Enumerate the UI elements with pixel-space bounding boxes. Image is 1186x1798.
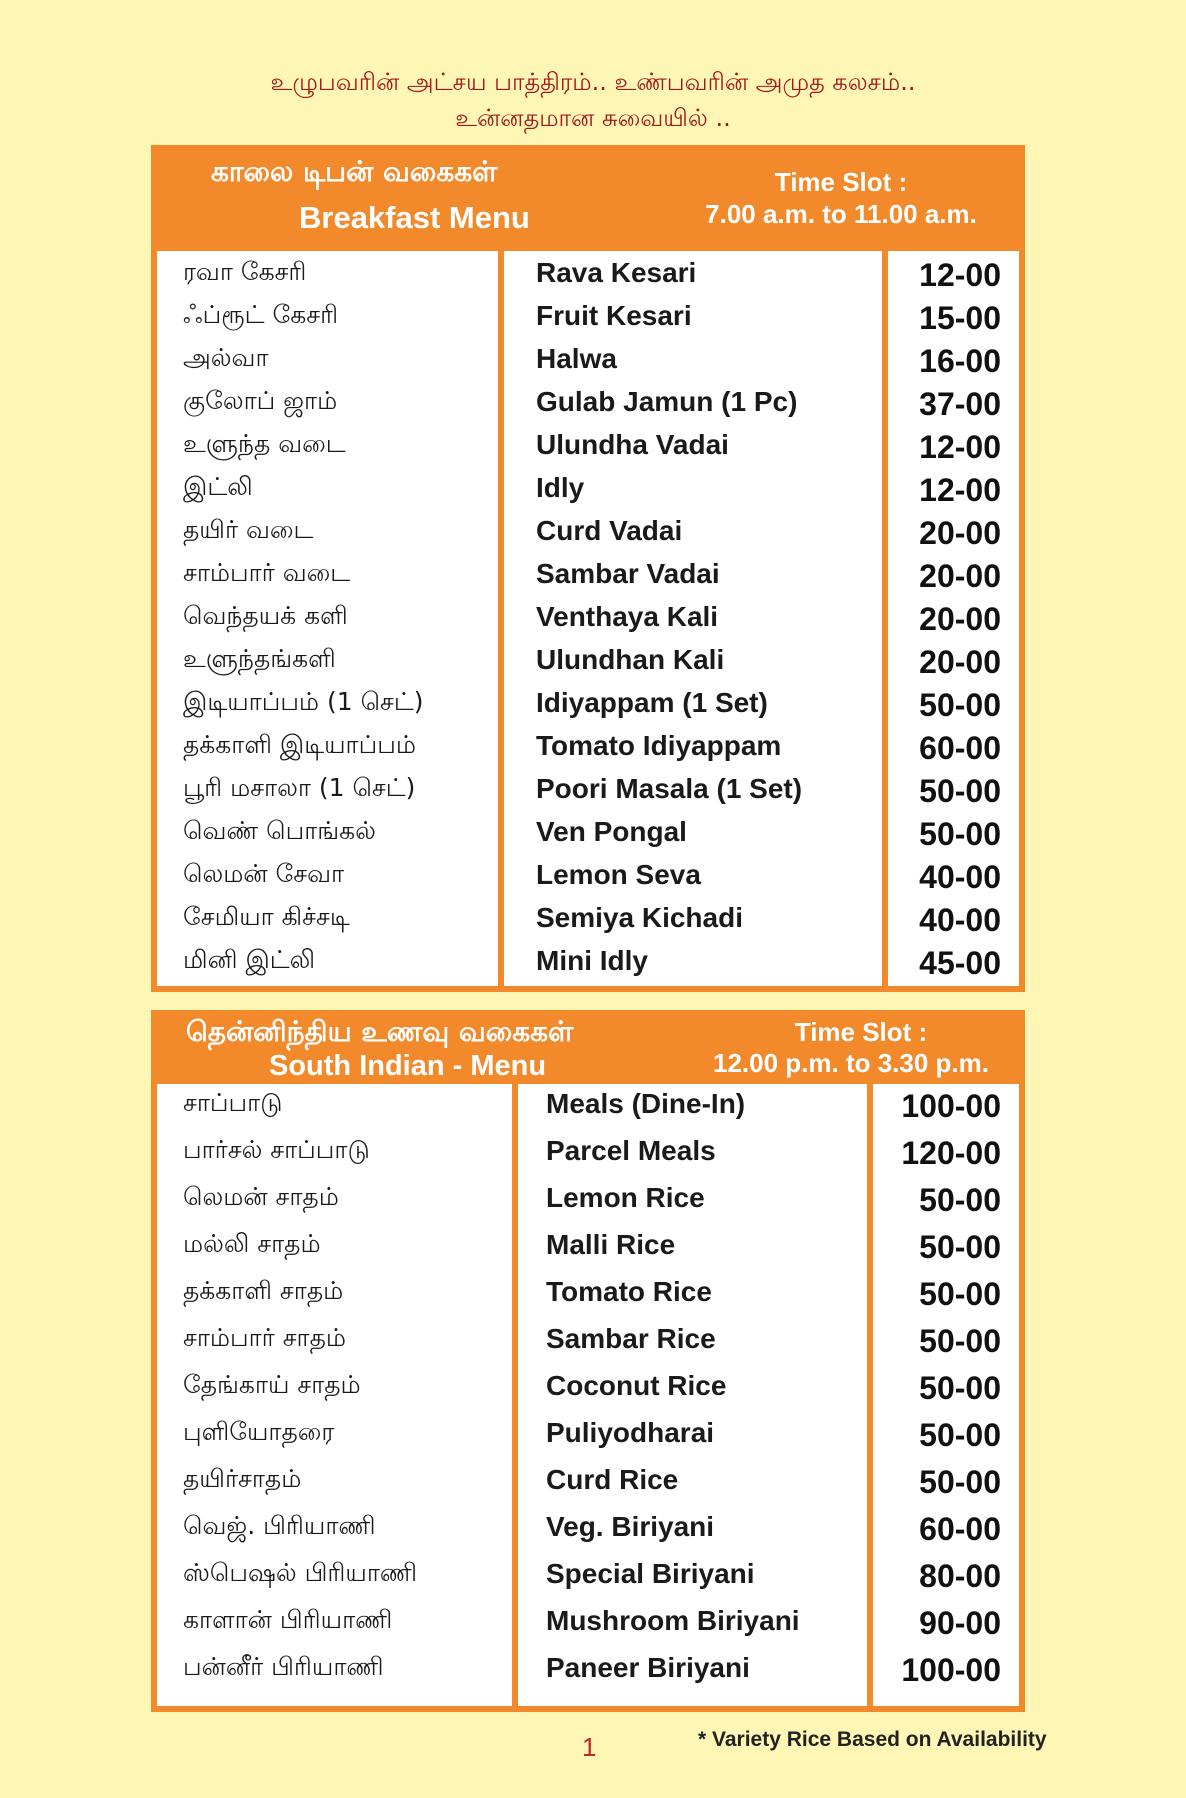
breakfast-item-name-tamil: ஃப்ரூட் கேசரி	[183, 300, 339, 329]
breakfast-item-price: 15-00	[919, 300, 1001, 336]
breakfast-item-price: 50-00	[919, 773, 1001, 809]
breakfast-item-name-english: Gulab Jamun (1 Pc)	[536, 386, 798, 417]
southindian-item-name-english: Meals (Dine-In)	[546, 1088, 746, 1119]
breakfast-item-name-tamil: ரவா கேசரி	[183, 257, 307, 286]
south-indian-price-column	[873, 1084, 1019, 1706]
south-indian-title-tamil: தென்னிந்திய உணவு வகைகள்	[186, 1015, 574, 1048]
breakfast-item-price: 40-00	[919, 902, 1001, 938]
breakfast-item-name-tamil: வெண் பொங்கல்	[183, 816, 376, 845]
breakfast-item-name-english: Ulundha Vadai	[536, 429, 729, 460]
breakfast-item-name-tamil: இடியாப்பம் (1 செட்)	[183, 687, 424, 716]
southindian-item-name-tamil: பார்சல் சாப்பாடு	[183, 1135, 370, 1164]
breakfast-item-name-english: Idly	[536, 472, 585, 503]
southindian-item-name-tamil: சாப்பாடு	[183, 1088, 283, 1117]
southindian-item-price: 80-00	[919, 1558, 1001, 1594]
southindian-item-name-tamil: புளியோதரை	[183, 1417, 335, 1446]
breakfast-item-name-tamil: சேமியா கிச்சடி	[183, 902, 350, 931]
breakfast-item-name-english: Tomato Idiyappam	[536, 730, 782, 761]
southindian-item-name-tamil: லெமன் சாதம்	[183, 1182, 339, 1211]
south-indian-tamil-column	[157, 1084, 512, 1706]
southindian-item-name-tamil: காளான் பிரியாணி	[183, 1605, 393, 1634]
southindian-item-name-tamil: ஸ்பெஷல் பிரியாணி	[183, 1558, 418, 1587]
southindian-item-name-tamil: தேங்காய் சாதம்	[183, 1370, 361, 1399]
southindian-item-name-tamil: வெஜ். பிரியாணி	[183, 1511, 376, 1540]
breakfast-item-name-tamil: வெந்தயக் களி	[183, 601, 348, 630]
southindian-item-name-english: Special Biriyani	[546, 1558, 755, 1589]
breakfast-item-name-english: Curd Vadai	[536, 515, 683, 546]
page-number: 1	[582, 1732, 597, 1762]
southindian-item-name-tamil: சாம்பார் சாதம்	[183, 1323, 347, 1352]
southindian-item-name-english: Veg. Biriyani	[546, 1511, 715, 1542]
breakfast-item-name-tamil: குலோப் ஜாம்	[183, 386, 338, 415]
southindian-item-name-english: Sambar Rice	[546, 1323, 716, 1354]
breakfast-item-name-english: Idiyappam (1 Set)	[536, 687, 768, 718]
breakfast-menu-panel	[151, 145, 1025, 992]
southindian-item-price: 50-00	[919, 1182, 1001, 1218]
availability-note: * Variety Rice Based on Availability	[698, 1728, 1047, 1751]
breakfast-item-price: 50-00	[919, 816, 1001, 852]
breakfast-english-column	[504, 251, 882, 986]
southindian-item-price: 50-00	[919, 1229, 1001, 1265]
southindian-item-price: 50-00	[919, 1464, 1001, 1500]
southindian-item-name-tamil: மல்லி சாதம்	[183, 1229, 321, 1258]
breakfast-item-name-tamil: உளுந்தங்களி	[183, 644, 336, 673]
breakfast-item-name-tamil: மினி இட்லி	[183, 945, 316, 974]
southindian-item-name-english: Curd Rice	[546, 1464, 679, 1495]
southindian-item-price: 50-00	[919, 1276, 1001, 1312]
breakfast-item-name-english: Fruit Kesari	[536, 300, 692, 331]
southindian-item-name-english: Puliyodharai	[546, 1417, 715, 1448]
south-indian-title-english: South Indian - Menu	[269, 1050, 547, 1082]
breakfast-tamil-column	[157, 251, 498, 986]
south-indian-time-slot-label: Time Slot :	[794, 1017, 928, 1047]
breakfast-item-name-english: Poori Masala (1 Set)	[536, 773, 803, 804]
breakfast-price-column	[888, 251, 1019, 986]
southindian-item-name-english: Malli Rice	[546, 1229, 676, 1260]
southindian-item-name-tamil: தக்காளி சாதம்	[183, 1276, 344, 1305]
breakfast-item-name-tamil: அல்வா	[183, 343, 269, 372]
breakfast-item-name-tamil: உளுந்த வடை	[183, 429, 346, 458]
south-indian-english-column	[518, 1084, 867, 1706]
southindian-item-price: 50-00	[919, 1323, 1001, 1359]
southindian-item-price: 120-00	[901, 1135, 1001, 1171]
breakfast-item-name-english: Ulundhan Kali	[536, 644, 725, 675]
breakfast-time-slot-label: Time Slot :	[774, 167, 908, 197]
south-indian-menu-panel	[151, 1010, 1025, 1712]
breakfast-item-name-english: Rava Kesari	[536, 257, 697, 288]
southindian-item-name-english: Mushroom Biriyani	[546, 1605, 800, 1636]
tagline-line-1: உழுபவரின் அட்சய பாத்திரம்.. உண்பவரின் அமுத கலசம்..	[270, 68, 916, 96]
breakfast-title-english: Breakfast Menu	[299, 200, 530, 235]
breakfast-item-price: 16-00	[919, 343, 1001, 379]
breakfast-item-name-english: Halwa	[536, 343, 617, 374]
southindian-item-name-english: Coconut Rice	[546, 1370, 727, 1401]
breakfast-item-price: 45-00	[919, 945, 1001, 981]
southindian-item-price: 50-00	[919, 1417, 1001, 1453]
breakfast-item-name-tamil: இட்லி	[183, 472, 253, 501]
southindian-item-price: 100-00	[901, 1088, 1001, 1124]
breakfast-item-price: 37-00	[919, 386, 1001, 422]
southindian-item-name-tamil: தயிர்சாதம்	[183, 1464, 302, 1493]
breakfast-item-price: 20-00	[919, 601, 1001, 637]
southindian-item-price: 50-00	[919, 1370, 1001, 1406]
breakfast-item-price: 20-00	[919, 515, 1001, 551]
breakfast-item-name-english: Sambar Vadai	[536, 558, 720, 589]
breakfast-time-slot-value: 7.00 a.m. to 11.00 a.m.	[705, 199, 977, 229]
southindian-item-name-english: Paneer Biriyani	[546, 1652, 750, 1683]
tagline-line-2: உன்னதமான சுவையில் ..	[455, 104, 731, 132]
breakfast-item-price: 20-00	[919, 558, 1001, 594]
breakfast-item-name-tamil: பூரி மசாலா (1 செட்)	[183, 773, 416, 802]
breakfast-item-name-english: Lemon Seva	[536, 859, 701, 890]
southindian-item-price: 60-00	[919, 1511, 1001, 1547]
breakfast-item-name-english: Semiya Kichadi	[536, 902, 743, 933]
breakfast-item-name-english: Ven Pongal	[536, 816, 687, 847]
south-indian-time-slot-value: 12.00 p.m. to 3.30 p.m.	[713, 1048, 989, 1078]
southindian-item-name-english: Lemon Rice	[546, 1182, 705, 1213]
southindian-item-price: 100-00	[901, 1652, 1001, 1688]
breakfast-item-name-tamil: லெமன் சேவா	[183, 859, 345, 888]
southindian-item-name-english: Tomato Rice	[546, 1276, 712, 1307]
breakfast-title-tamil: காலை டிபன் வகைகள்	[211, 155, 498, 188]
breakfast-item-price: 60-00	[919, 730, 1001, 766]
breakfast-item-name-tamil: தக்காளி இடியாப்பம்	[183, 730, 416, 759]
breakfast-item-price: 20-00	[919, 644, 1001, 680]
breakfast-item-name-tamil: சாம்பார் வடை	[183, 558, 351, 587]
southindian-item-name-english: Parcel Meals	[546, 1135, 716, 1166]
breakfast-item-price: 12-00	[919, 257, 1001, 293]
southindian-item-price: 90-00	[919, 1605, 1001, 1641]
breakfast-item-price: 50-00	[919, 687, 1001, 723]
breakfast-item-name-tamil: தயிர் வடை	[183, 515, 314, 544]
breakfast-item-name-english: Mini Idly	[536, 945, 648, 976]
breakfast-item-name-english: Venthaya Kali	[536, 601, 719, 632]
breakfast-item-price: 12-00	[919, 429, 1001, 465]
breakfast-item-price: 40-00	[919, 859, 1001, 895]
southindian-item-name-tamil: பன்னீர் பிரியாணி	[183, 1652, 384, 1681]
breakfast-item-price: 12-00	[919, 472, 1001, 508]
